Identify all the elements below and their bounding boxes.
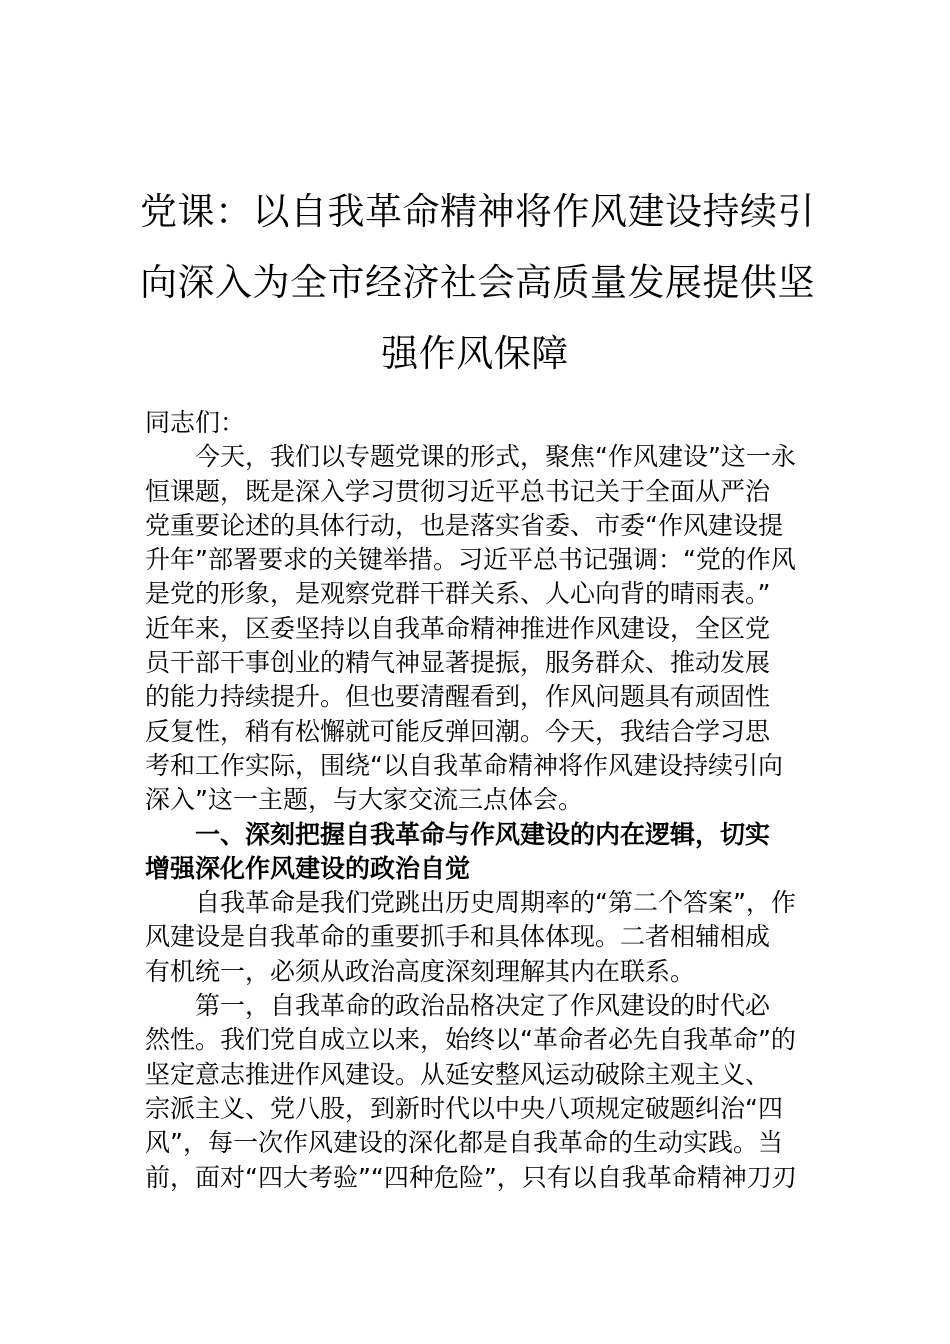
paragraph-1-line-4: 升年”部署要求的关键举措。习近平总书记强调：“党的作风 bbox=[145, 545, 796, 575]
title-line-3: 强作风保障 bbox=[381, 332, 569, 375]
paragraph-1-line-8: 的能力持续提升。但也要清醒看到，作风问题具有顽固性 bbox=[145, 682, 771, 712]
paragraph-1-line-6: 近年来，区委坚持以自我革命精神推进作风建设，全区党 bbox=[145, 613, 771, 643]
paragraph-1-line-2: 恒课题，既是深入学习贯彻习近平总书记关于全面从严治 bbox=[145, 476, 771, 506]
document-body bbox=[145, 406, 805, 1195]
paragraph-1-line-9: 反复性，稍有松懈就可能反弹回潮。今天，我结合学习思 bbox=[145, 716, 771, 746]
paragraph-1-line-11: 深入”这一主题，与大家交流三点体会。 bbox=[145, 785, 583, 815]
salutation: 同志们： bbox=[145, 408, 246, 437]
paragraph-2-line-1: 自我革命是我们党跳出历史周期率的“第二个答案”，作 bbox=[195, 888, 796, 918]
paragraph-1-line-10: 考和工作实际，围绕“以自我革命精神将作风建设持续引向 bbox=[145, 750, 783, 780]
paragraph-2-line-3: 有机统一，必须从政治高度深刻理解其内在联系。 bbox=[145, 956, 696, 986]
paragraph-3-line-3: 坚定意志推进作风建设。从延安整风运动破除主观主义、 bbox=[145, 1059, 771, 1089]
paragraph-2-line-2: 风建设是自我革命的重要抓手和具体体现。二者相辅相成 bbox=[145, 922, 771, 952]
paragraph-3-line-1: 第一，自我革命的政治品格决定了作风建设的时代必 bbox=[195, 991, 771, 1021]
paragraph-3-line-4: 宗派主义、党八股，到新时代以中央八项规定破题纠治“四 bbox=[145, 1093, 783, 1123]
paragraph-3-line-5: 风”，每一次作风建设的深化都是自我革命的生动实践。当 bbox=[145, 1128, 783, 1158]
section-heading-1-line-2: 增强深化作风建设的政治自觉 bbox=[145, 853, 471, 883]
paragraph-1-line-1: 今天，我们以专题党课的形式，聚焦“作风建设”这一永 bbox=[195, 442, 796, 472]
section-heading-1-line-1: 一、深刻把握自我革命与作风建设的内在逻辑，切实 bbox=[195, 819, 771, 849]
paragraph-1-line-3: 党重要论述的具体行动，也是落实省委、市委“作风建设提 bbox=[145, 510, 783, 540]
paragraph-1-line-5: 是党的形象，是观察党群干群关系、人心向背的晴雨表。” bbox=[145, 579, 771, 609]
paragraph-1-line-7: 员干部干事创业的精气神显著提振，服务群众、推动发展 bbox=[145, 648, 771, 678]
document-title bbox=[140, 176, 815, 389]
paragraph-3-line-2: 然性。我们党自成立以来，始终以“革命者必先自我革命”的 bbox=[145, 1025, 796, 1055]
paragraph-3-line-6: 前，面对“四大考验”“四种危险”，只有以自我革命精神刀刃 bbox=[145, 1162, 797, 1192]
title-line-1: 党课：以自我革命精神将作风建设持续引 bbox=[140, 190, 815, 233]
title-line-2: 向深入为全市经济社会高质量发展提供坚 bbox=[140, 261, 815, 304]
